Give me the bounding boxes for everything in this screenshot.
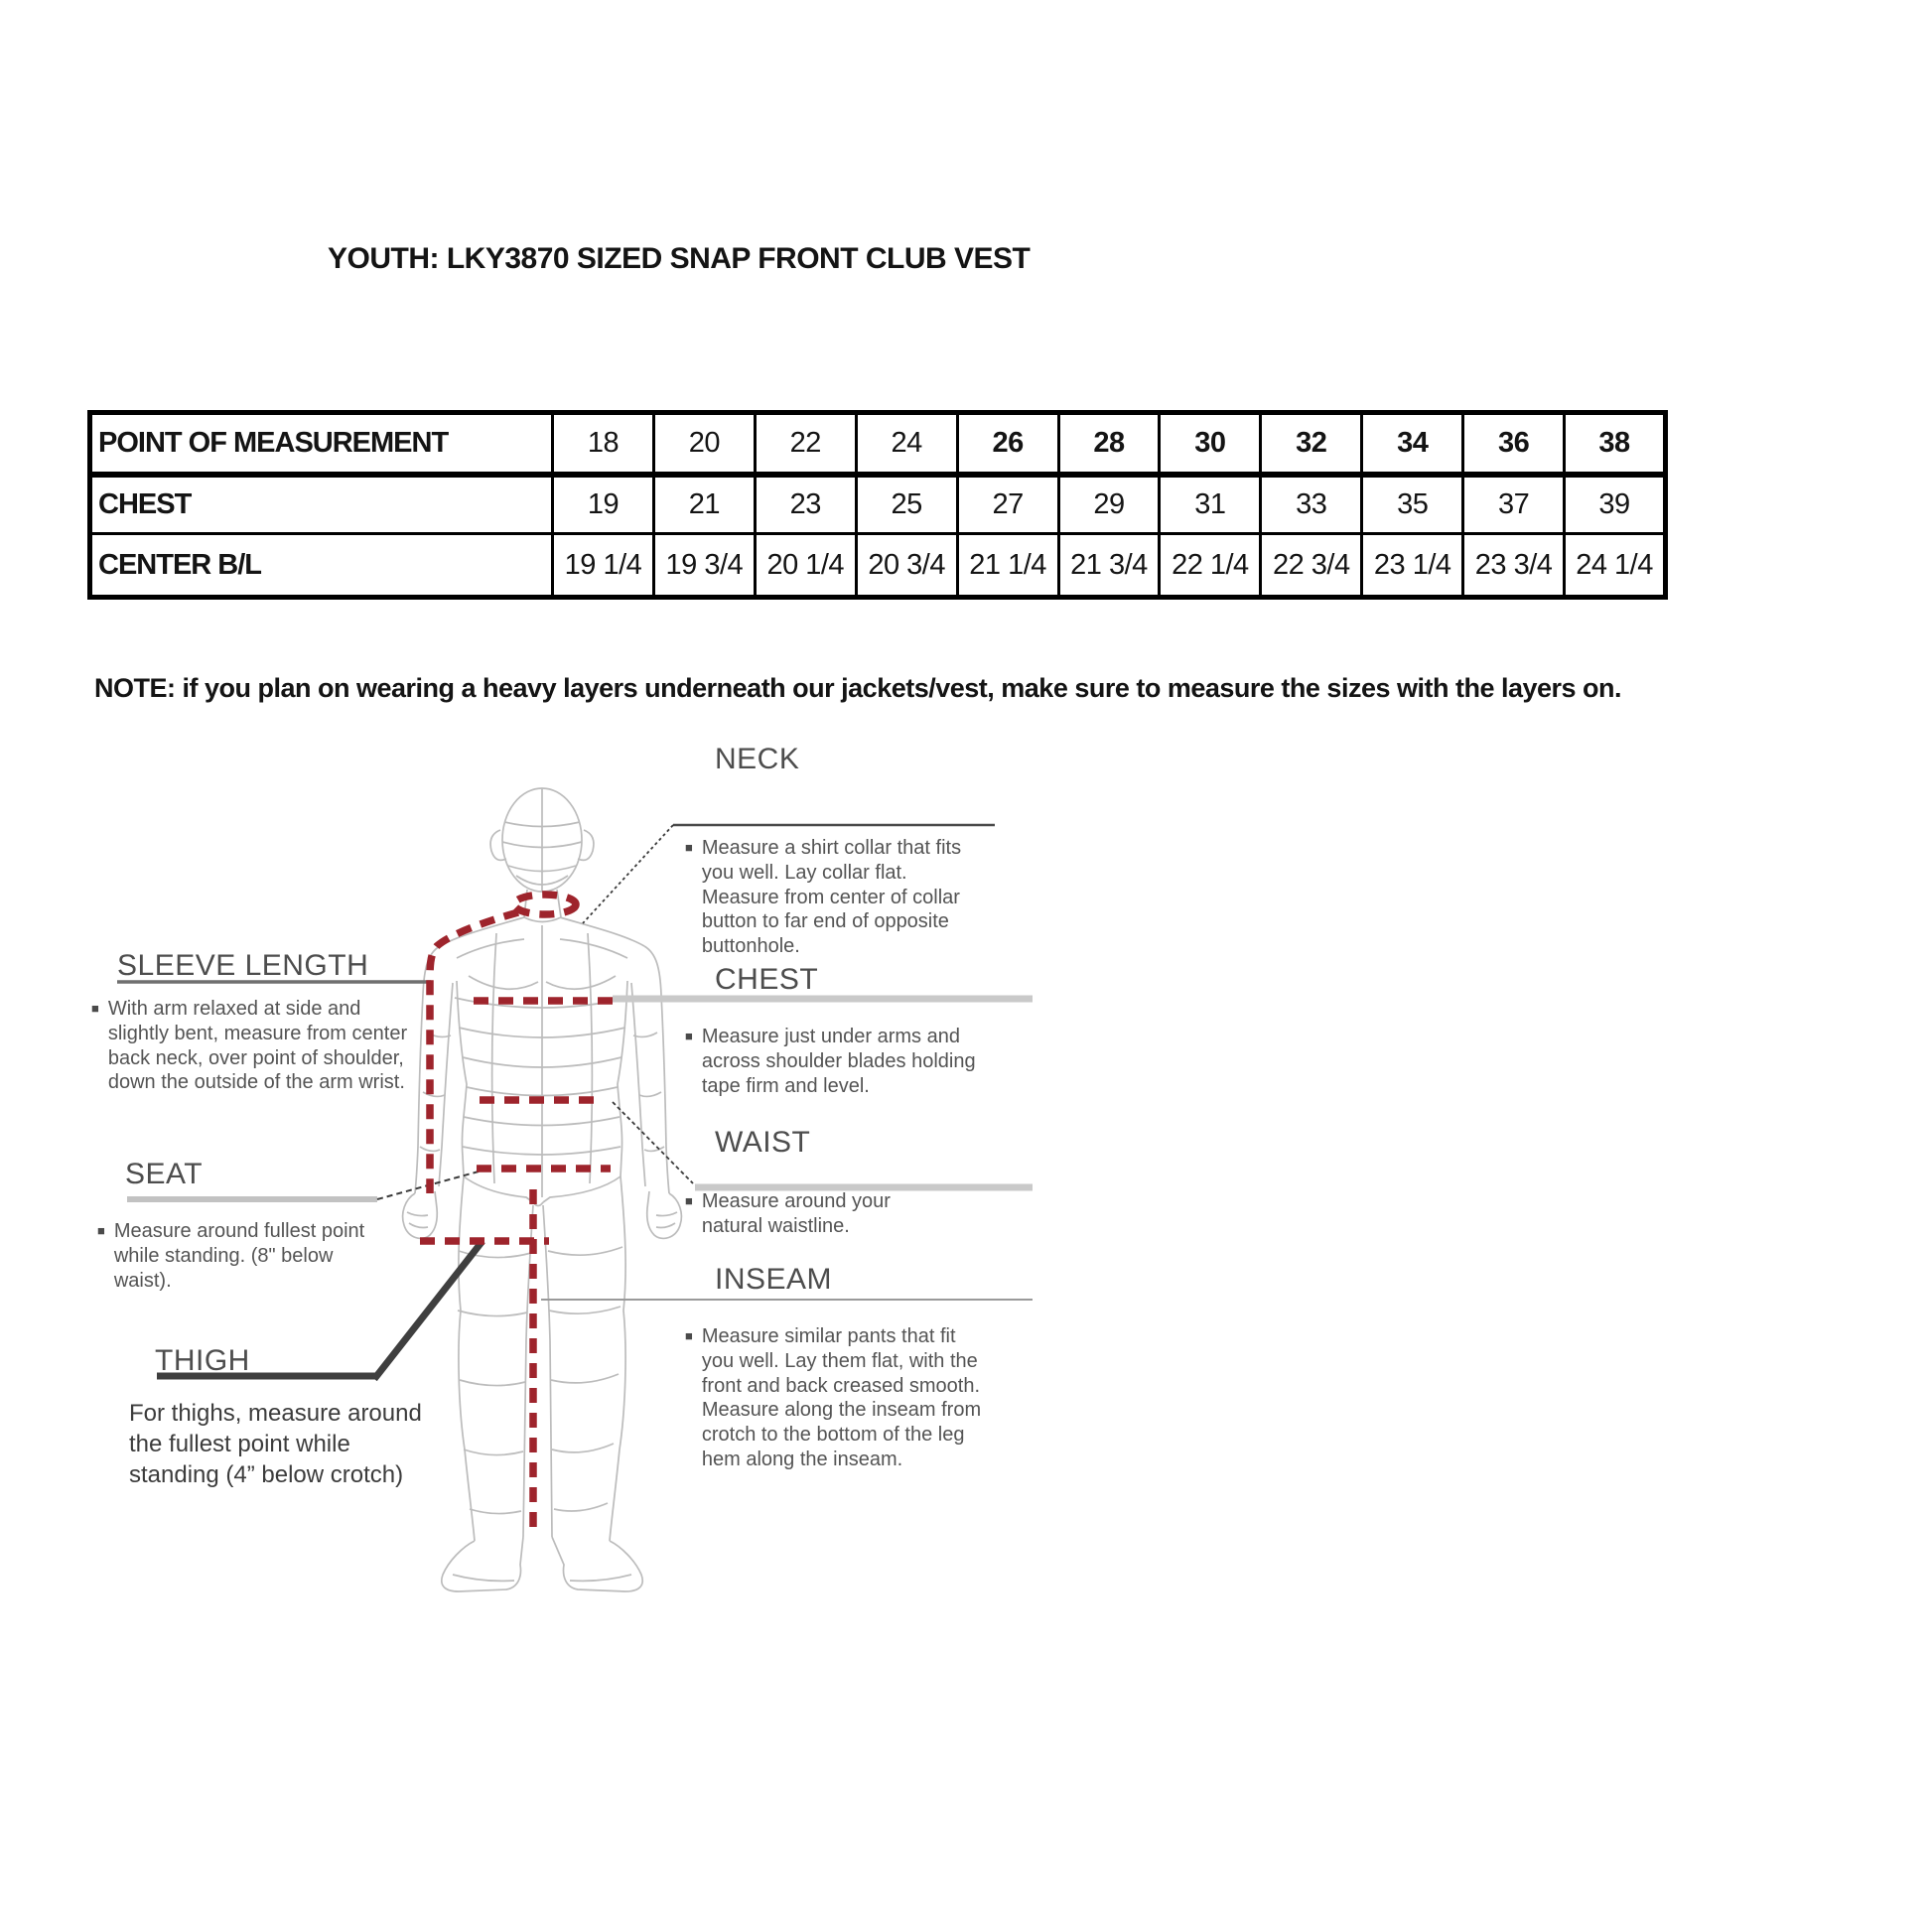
- thigh-heading: THIGH: [155, 1344, 250, 1377]
- wireframe-figure: [403, 788, 682, 1591]
- size-value-cell: 31: [1160, 475, 1261, 534]
- waist-heading: WAIST: [715, 1126, 811, 1159]
- size-value-cell: 29: [1058, 475, 1160, 534]
- thigh-leader-line: [374, 1241, 483, 1379]
- size-value-cell: 30: [1160, 413, 1261, 475]
- size-value-cell: 26: [957, 413, 1058, 475]
- table-row: [90, 534, 1666, 598]
- size-value-cell: 21 1/4: [957, 534, 1058, 598]
- size-value-cell: 27: [957, 475, 1058, 534]
- neck-leader-line: [583, 825, 673, 923]
- size-value-cell: 22 1/4: [1160, 534, 1261, 598]
- size-value-cell: 23 3/4: [1463, 534, 1565, 598]
- bullet-icon: ■: [685, 840, 693, 855]
- size-value-cell: 19 1/4: [553, 534, 654, 598]
- size-value-cell: 34: [1362, 413, 1463, 475]
- thigh-description: For thighs, measure around the fullest point while standing (4” below crotch): [129, 1400, 422, 1489]
- size-table-body: [90, 413, 1666, 598]
- size-value-cell: 20 1/4: [755, 534, 856, 598]
- size-value-cell: 21: [653, 475, 755, 534]
- size-value-cell: 32: [1261, 413, 1362, 475]
- seat-description: ■ Measure around fullest point while standing. (8" below waist).: [97, 1220, 365, 1292]
- size-value-cell: 33: [1261, 475, 1362, 534]
- size-value-cell: 21 3/4: [1058, 534, 1160, 598]
- neck-description: ■ Measure a shirt collar that fits you well. Lay collar flat. Measure from center of collar button to far end of opposite buttonhole.: [685, 837, 962, 958]
- measurement-diagram: [89, 735, 1062, 1628]
- size-value-cell: 20: [653, 413, 755, 475]
- size-value-cell: 22: [755, 413, 856, 475]
- size-value-cell: 35: [1362, 475, 1463, 534]
- neck-heading: NECK: [715, 743, 800, 775]
- size-value-cell: 28: [1058, 413, 1160, 475]
- row-label: CENTER B/L: [90, 534, 553, 598]
- size-value-cell: 19 3/4: [653, 534, 755, 598]
- sleeve-length-heading: SLEEVE LENGTH: [117, 949, 369, 982]
- size-value-cell: 36: [1463, 413, 1565, 475]
- bullet-icon: ■: [97, 1223, 105, 1238]
- size-table: [87, 410, 1668, 600]
- sleeve-length-description: ■ With arm relaxed at side and slightly bent, measure from center back neck, over point of shoulder, down the outside of the arm wrist.: [91, 998, 408, 1094]
- inseam-description: ■ Measure similar pants that fit you well. Lay them flat, with the front and back creased smooth. Measure along the inseam from crotch to the bottom of the leg hem along the inseam.: [685, 1325, 982, 1470]
- page-title: YOUTH: LKY3870 SIZED SNAP FRONT CLUB VEST: [328, 242, 1031, 275]
- table-row: [90, 475, 1666, 534]
- bullet-icon: ■: [685, 1328, 693, 1343]
- size-value-cell: 37: [1463, 475, 1565, 534]
- chest-heading: CHEST: [715, 963, 819, 996]
- row-label: CHEST: [90, 475, 553, 534]
- table-row: [90, 413, 1666, 475]
- waist-description: ■ Measure around your natural waistline.: [685, 1190, 891, 1237]
- size-value-cell: 19: [553, 475, 654, 534]
- inseam-heading: INSEAM: [715, 1263, 833, 1296]
- seat-heading: SEAT: [125, 1158, 204, 1190]
- size-value-cell: 20 3/4: [856, 534, 957, 598]
- size-value-cell: 22 3/4: [1261, 534, 1362, 598]
- sleeve-measure-line: [430, 912, 518, 1193]
- size-value-cell: 25: [856, 475, 957, 534]
- neck-measure-line: [514, 895, 576, 914]
- bullet-icon: ■: [685, 1193, 693, 1208]
- bullet-icon: ■: [685, 1029, 693, 1043]
- size-value-cell: 39: [1565, 475, 1666, 534]
- size-value-cell: 23: [755, 475, 856, 534]
- size-value-cell: 24 1/4: [1565, 534, 1666, 598]
- size-value-cell: 23 1/4: [1362, 534, 1463, 598]
- bullet-icon: ■: [91, 1001, 99, 1016]
- waist-leader-line: [613, 1102, 693, 1183]
- chest-description: ■ Measure just under arms and across shoulder blades holding tape firm and level.: [685, 1026, 976, 1097]
- measure-lines: [420, 895, 613, 1535]
- layering-note: NOTE: if you plan on wearing a heavy layers underneath our jackets/vest, make sure to measure the sizes with the layers on.: [94, 673, 1622, 703]
- size-value-cell: 24: [856, 413, 957, 475]
- size-value-cell: 18: [553, 413, 654, 475]
- size-value-cell: 38: [1565, 413, 1666, 475]
- row-label: POINT OF MEASUREMENT: [90, 413, 553, 475]
